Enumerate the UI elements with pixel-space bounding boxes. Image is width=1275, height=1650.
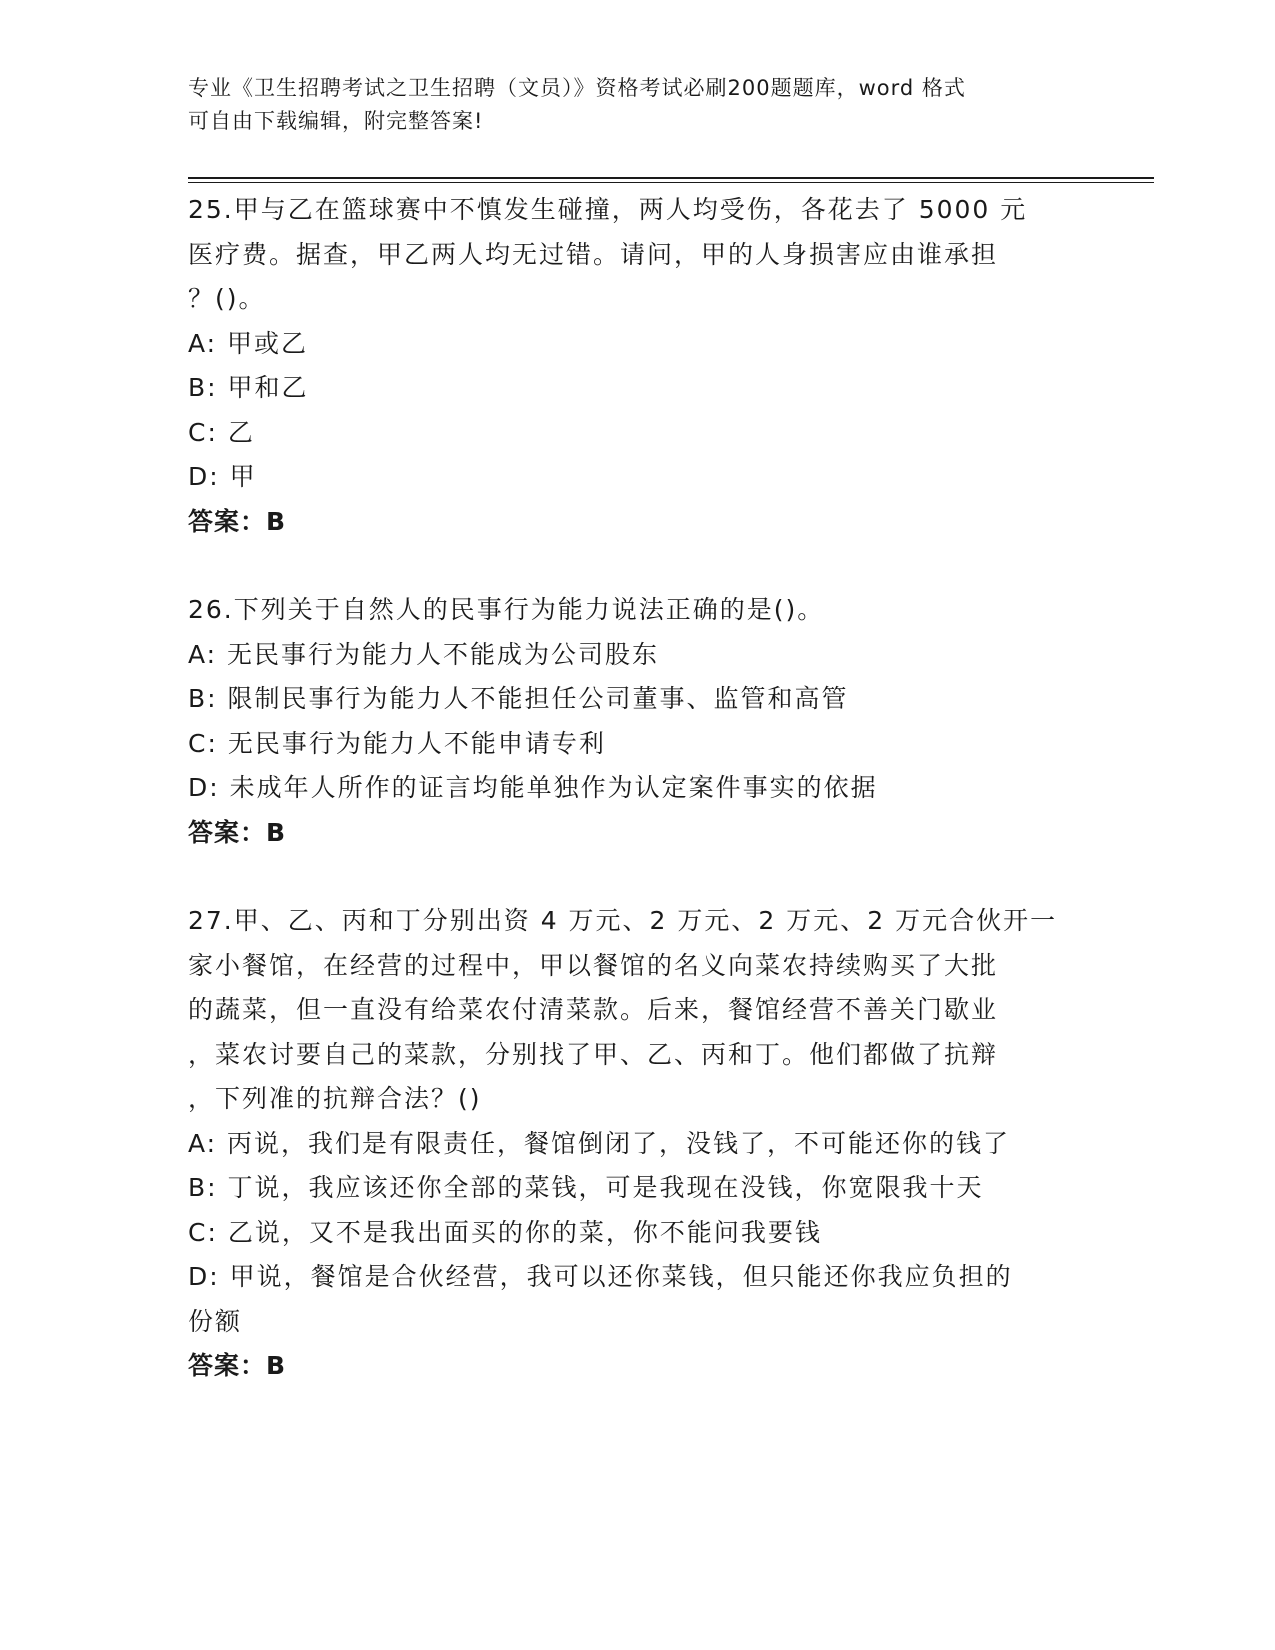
option-d: D: 未成年人所作的证言均能单独作为认定案件事实的依据 (188, 773, 878, 802)
document-header (188, 72, 1108, 138)
question-stem-line: 医疗费。据查，甲乙两人均无过错。请问，甲的人身损害应由谁承担 (188, 239, 999, 269)
option-b: B: 甲和乙 (188, 373, 309, 402)
question-stem-line: ，菜农讨要自己的菜款，分别找了甲、乙、丙和丁。他们都做了抗辩 (188, 1039, 999, 1069)
question-stem-line: 25.甲与乙在篮球赛中不慎发生碰撞，两人均受伤，各花去了 5000 元 (188, 195, 1028, 224)
question-stem-line: 家小餐馆，在经营的过程中，甲以餐馆的名义向菜农持续购买了大批 (188, 950, 999, 980)
answer-line: 答案：B (188, 1351, 287, 1380)
option-b: B: 丁说，我应该还你全部的菜钱，可是我现在没钱，你宽限我十天 (188, 1173, 984, 1202)
option-c: C: 乙说，又不是我出面买的你的菜，你不能问我要钱 (188, 1217, 822, 1247)
question-stem-line: 27.甲、乙、丙和丁分别出资 4 万元、2 万元、2 万元、2 万元合伙开一 (188, 906, 1058, 935)
question-26 (188, 588, 1088, 855)
option-d: D: 甲 (188, 462, 257, 491)
option-c: C: 乙 (188, 417, 255, 447)
header-line-2: 可自由下载编辑，附完整答案! (188, 109, 484, 133)
option-b: B: 限制民事行为能力人不能担任公司董事、监管和高管 (188, 684, 849, 713)
question-stem-line: 的蔬菜，但一直没有给菜农付清菜款。后来，餐馆经营不善关门歇业 (188, 995, 999, 1024)
question-27 (188, 899, 1088, 1389)
option-a: A: 无民事行为能力人不能成为公司股东 (188, 639, 660, 669)
option-c: C: 无民事行为能力人不能申请专利 (188, 728, 606, 758)
header-line-1: 专业《卫生招聘考试之卫生招聘（文员）》资格考试必刷200题题库，word 格式 (188, 76, 966, 100)
option-a: A: 甲或乙 (188, 328, 309, 358)
option-d: D: 甲说，餐馆是合伙经营，我可以还你菜钱，但只能还你我应负担的 (188, 1262, 1013, 1291)
question-stem-line: ，下列准的抗辩合法？() (188, 1084, 482, 1113)
header-divider (188, 177, 1154, 183)
answer-line: 答案：B (188, 817, 287, 847)
answer-line: 答案：B (188, 506, 287, 536)
question-list (188, 188, 1088, 1433)
option-a: A: 丙说，我们是有限责任，餐馆倒闭了，没钱了，不可能还你的钱了 (188, 1128, 1011, 1158)
question-stem-line: 26.下列关于自然人的民事行为能力说法正确的是()。 (188, 595, 825, 624)
question-25 (188, 188, 1088, 544)
option-d-continuation: 份额 (188, 1306, 243, 1336)
question-stem-line: ？()。 (188, 284, 266, 313)
